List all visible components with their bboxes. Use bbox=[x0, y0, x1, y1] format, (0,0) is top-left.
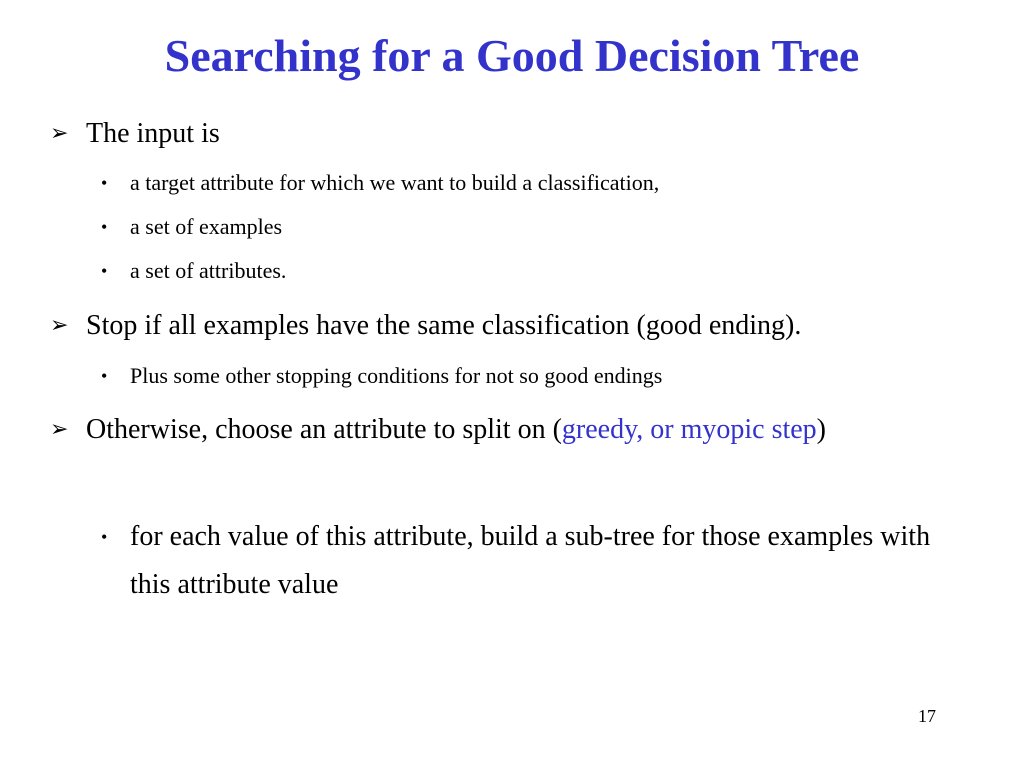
arrow-bullet-icon: ➢ bbox=[50, 313, 69, 338]
dot-bullet-icon: • bbox=[101, 366, 108, 386]
bullet-otherwise bbox=[50, 406, 950, 454]
bullet-text-after: ) bbox=[816, 414, 826, 445]
dot-bullet-icon: • bbox=[101, 527, 108, 547]
sub-bullet-text: a target attribute for which we want to build a classification, bbox=[130, 170, 660, 195]
bullet-stop bbox=[50, 302, 950, 350]
bullet-text-before: Otherwise, choose an attribute to split on ( bbox=[86, 414, 562, 445]
dot-bullet-icon: • bbox=[101, 217, 108, 237]
bullet-text: Stop if all examples have the same classification (good ending). bbox=[86, 310, 802, 341]
dot-bullet-icon: • bbox=[101, 173, 108, 193]
dot-bullet-icon: • bbox=[101, 261, 108, 281]
sub-bullet-text: for each value of this attribute, build a sub-tree for those examples with this attribute value bbox=[130, 521, 931, 600]
sub-bullet-build-subtree bbox=[101, 513, 961, 609]
sub-bullet-stopping-conditions bbox=[101, 354, 961, 398]
sub-bullet-target-attribute bbox=[101, 161, 961, 205]
sub-bullet-examples bbox=[101, 205, 961, 249]
sub-bullet-attributes bbox=[101, 249, 961, 293]
sub-bullet-text: Plus some other stopping conditions for not so good endings bbox=[130, 363, 663, 388]
bullet-text bbox=[86, 406, 950, 454]
slide-title: Searching for a Good Decision Tree bbox=[164, 30, 860, 81]
bullet-input bbox=[50, 110, 950, 158]
arrow-bullet-icon: ➢ bbox=[50, 417, 69, 442]
page-number: 17 bbox=[918, 706, 936, 726]
sub-bullet-text: a set of attributes. bbox=[130, 258, 287, 283]
highlight-text: greedy, or myopic step bbox=[561, 414, 817, 445]
arrow-bullet-icon: ➢ bbox=[50, 121, 69, 146]
bullet-text: The input is bbox=[86, 118, 220, 149]
sub-bullet-text: a set of examples bbox=[130, 214, 283, 239]
